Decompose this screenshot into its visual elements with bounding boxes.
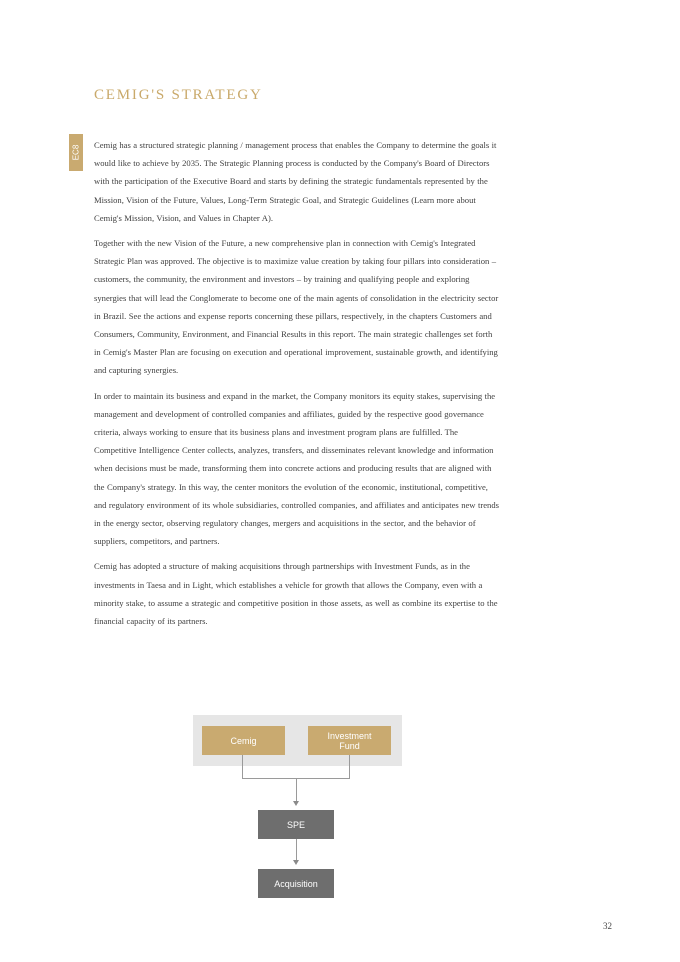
acquisition-box: Acquisition bbox=[258, 869, 334, 898]
paragraph: In order to maintain its business and expand in the market, the Company monitors its equity stakes, supervising the management and development of controlled companies and affiliates, guided by the respective good governance criteria, always working to ensure that its business plans and investment program plans are fulfilled. The Competitive Intelligence Center collects, analyzes, transfers, and disseminates relevant knowledge and information when decisions must be made, transforming them into concrete actions and producing results that are aligned with the Company's strategy. In this way, the center monitors the evolution of the economic, institutional, competitive, and regulatory environment of its whole subsidiaries, controlled companies, and affiliates and anticipates new trends in the energy sector, observing regulatory changes, mergers and acquisitions in the sector, and the behavior of suppliers, competitors, and partners. bbox=[94, 390, 499, 547]
connector-line bbox=[349, 755, 350, 779]
connector-line bbox=[296, 839, 297, 861]
paragraph: Cemig has adopted a structure of making acquisitions through partnerships with Investment Funds, as in the investments in Taesa and in Light, which establishes a vehicle for growth that allows the Company, even with a minority stake, to assume a strategic and competitive position in those assets, as well as combine its expertise to the financial capacity of its partners. bbox=[94, 561, 498, 627]
paragraph: Together with the new Vision of the Future, a new comprehensive plan in connection with Cemig's Integrated Strategic Plan was approved. The objective is to maximize value creation by taking four pillars into consideration – customers, the community, the environment and investors – by training and qualifying people and exploring synergies that will lead the Conglomerate to become one of the main agents of consolidation in the electricity sector in Brazil. See the actions and expense reports concerning these pillars, respectively, in the chapters Customers and Consumers, Community, Environment, and Financial Results in this report. The main strategic challenges set forth in Cemig's Master Plan are focusing on execution and operational improvement, sustainable growth, and identifying and capturing synergies. bbox=[94, 238, 499, 376]
cemig-box: Cemig bbox=[202, 726, 285, 755]
arrow-down-icon bbox=[293, 801, 299, 806]
connector-line bbox=[242, 755, 243, 779]
side-tab-label: EC8 bbox=[71, 144, 81, 161]
connector-line bbox=[296, 778, 297, 802]
body-text bbox=[94, 136, 500, 637]
paragraph: Cemig has a structured strategic planning / management process that enables the Company to determine the goals it would like to achieve by 2035. The Strategic Planning process is conducted by the Company's Board of Directors with the participation of the Executive Board and starts by defining the strategic fundamentals represented by the Mission, Vision of the Future, Values, Long-Term Strategic Goal, and Strategic Guidelines (Learn more about Cemig's Mission, Vision, and Values in Chapter A). bbox=[94, 140, 497, 223]
page-number: 32 bbox=[603, 921, 612, 931]
arrow-down-icon bbox=[293, 860, 299, 865]
spe-box: SPE bbox=[258, 810, 334, 839]
investment-fund-box: Investment Fund bbox=[308, 726, 391, 755]
acquisition-structure-diagram bbox=[193, 715, 402, 905]
side-tab-badge bbox=[69, 134, 83, 171]
section-title: CEMIG'S STRATEGY bbox=[94, 87, 263, 103]
